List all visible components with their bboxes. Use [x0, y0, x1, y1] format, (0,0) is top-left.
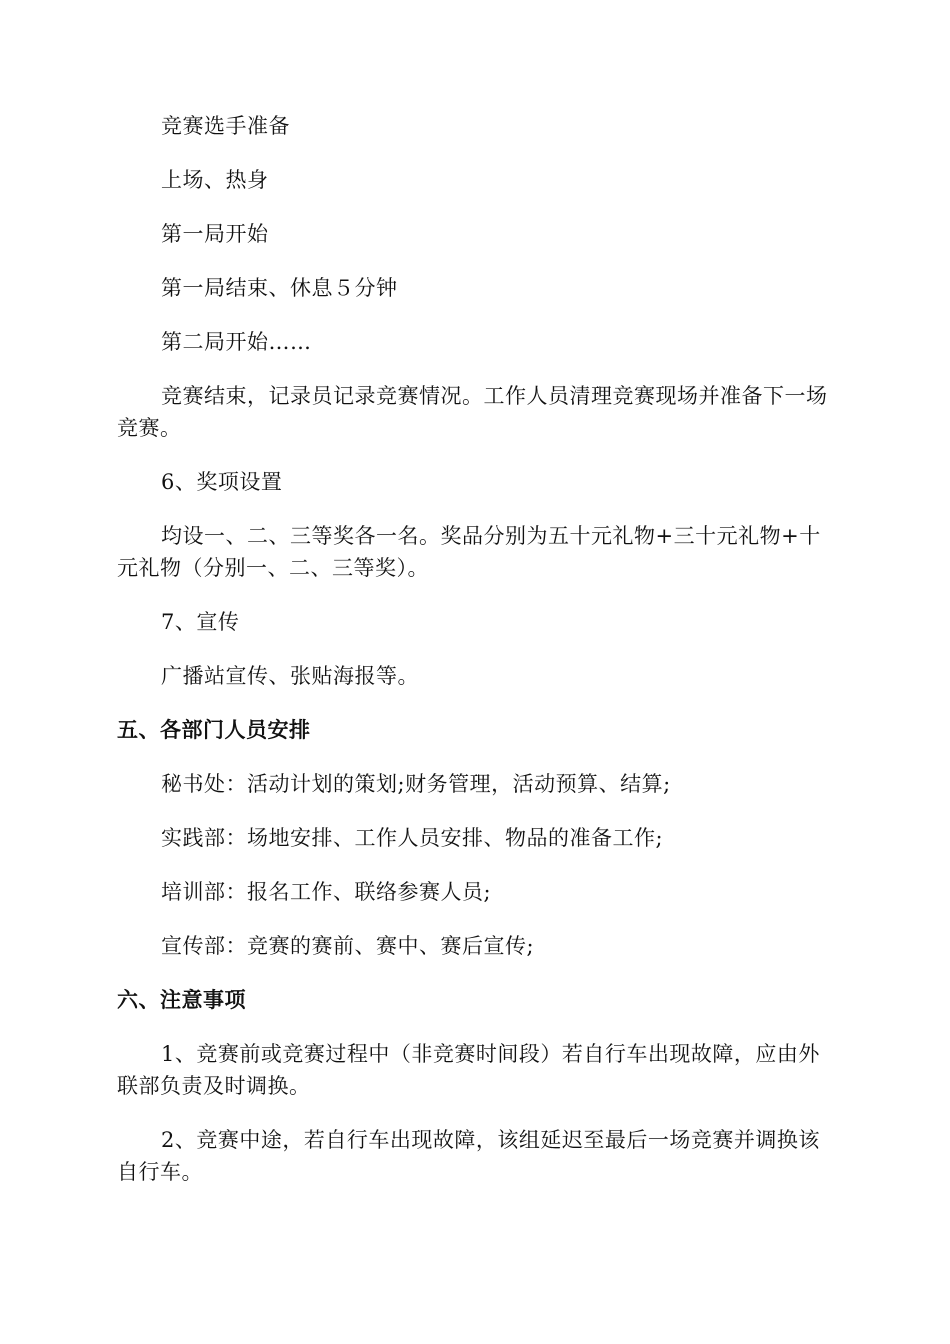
- paragraph-publicity-title: 7、宣传: [161, 610, 240, 634]
- paragraph-contestant-prep: 竞赛选手准备: [161, 114, 290, 138]
- staff-item: 实践部：场地安排、工作人员安排、物品的准备工作;: [161, 826, 664, 850]
- note-item: 1、竞赛前或竞赛过程中（非竞赛时间段）若自行车出现故障，应由外联部负责及时调换。: [117, 1042, 820, 1098]
- paragraph-publicity-detail: 广播站宣传、张贴海报等。: [161, 664, 419, 688]
- staff-item: 宣传部：竞赛的赛前、赛中、赛后宣传;: [161, 934, 535, 958]
- paragraph-round1-start: 第一局开始: [161, 222, 269, 246]
- paragraph-awards-detail: 均设一、二、三等奖各一名。奖品分别为五十元礼物+三十元礼物+十元礼物（分别一、二、三等奖）。: [117, 524, 821, 580]
- note-item: 2、竞赛中途，若自行车出现故障，该组延迟至最后一场竞赛并调换该自行车。: [117, 1128, 820, 1184]
- section-heading-staff: 五、各部门人员安排: [117, 718, 311, 742]
- paragraph-awards-title: 6、奖项设置: [161, 470, 283, 494]
- section-heading-notes: 六、注意事项: [117, 988, 246, 1012]
- staff-item: 培训部：报名工作、联络参赛人员;: [161, 880, 492, 904]
- staff-item: 秘书处：活动计划的策划;财务管理，活动预算、结算;: [161, 772, 671, 796]
- document-page: [117, 110, 833, 1210]
- paragraph-competition-end: 竞赛结束，记录员记录竞赛情况。工作人员清理竞赛现场并准备下一场竞赛。: [117, 384, 828, 440]
- paragraph-round1-end: 第一局结束、休息５分钟: [161, 276, 398, 300]
- paragraph-round2-start: 第二局开始……: [161, 330, 312, 354]
- paragraph-warmup: 上场、热身: [161, 168, 269, 192]
